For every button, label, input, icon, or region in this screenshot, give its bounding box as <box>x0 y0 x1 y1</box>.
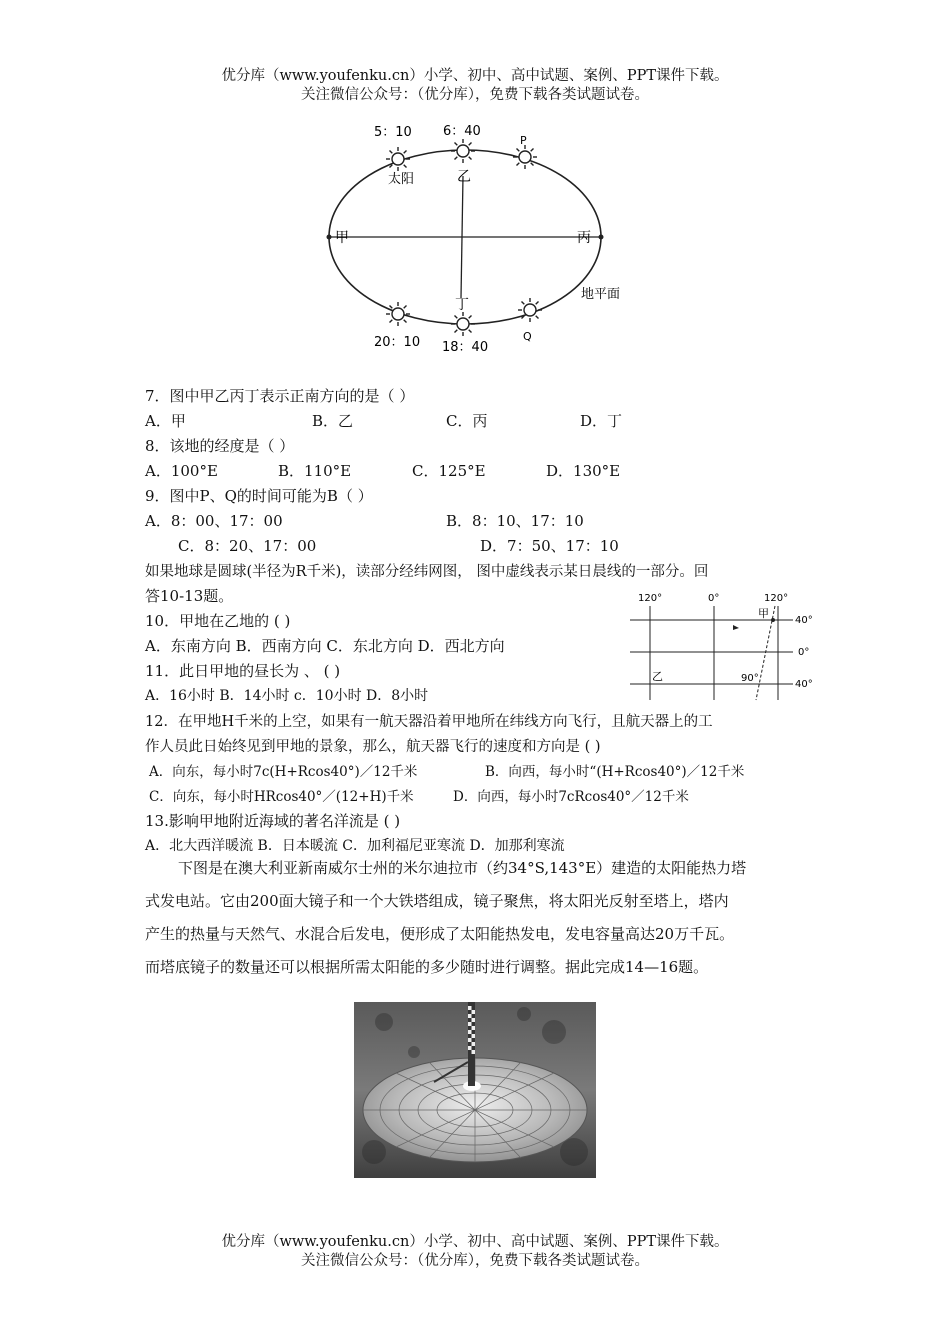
sun-icon-510 <box>386 147 410 171</box>
grid-lat-40s: 40° <box>795 679 813 690</box>
q7-option-d: D．丁 <box>580 412 623 430</box>
label-2010: 20：10 <box>374 335 421 350</box>
q8-option-b: B．110°E <box>278 462 352 480</box>
label-q: Q <box>523 330 532 343</box>
grid-lon-120e: 120° <box>764 593 789 604</box>
q12-line-2: 作人员此日始终见到甲地的景象，那么，航天器飞行的速度和方向是 ( ) <box>145 739 601 755</box>
grid-yi: 乙 <box>652 670 663 683</box>
q13-options: A．北大西洋暖流 B．日本暖流 C．加利福尼亚寒流 D．加那利寒流 <box>145 838 565 854</box>
point-jia <box>771 618 775 622</box>
grid-lat-0: 0° <box>798 647 810 658</box>
passage <box>145 852 810 984</box>
sun-icon-q <box>518 298 542 322</box>
passage-line-1: 下图是在澳大利亚新南威尔士州的米尔迪拉市（约34°S,143°E）建造的太阳能热力塔 <box>178 859 747 877</box>
label-640: 6：40 <box>443 124 481 139</box>
header-line-1: 优分库（www.youfenku.cn）小学、初中、高中试题、案例、PPT课件下载。 <box>221 68 729 84</box>
q12-option-a: A．向东，每小时7c(H+Rcos40°)／12千米 <box>149 764 418 780</box>
q8-option-a: A．100°E <box>145 462 218 480</box>
q9-option-d: D．7：50、17：10 <box>480 537 619 555</box>
q7-stem: 7．图中甲乙丙丁表示正南方向的是（ ） <box>145 387 415 405</box>
q8-option-c: C．125°E <box>412 462 486 480</box>
q9-option-a: A．8：00、17：00 <box>145 512 283 530</box>
solar-tower-photo <box>354 1002 596 1178</box>
passage-line-3: 产生的热量与天然气、水混合后发电，便形成了太阳能热发电，发电容量高达20万千瓦。 <box>145 925 735 943</box>
label-510: 5：10 <box>374 125 412 140</box>
label-bing: 丙 <box>577 230 591 246</box>
q12-option-d: D．向西，每小时7cRcos40°／12千米 <box>453 789 689 805</box>
label-ding: 丁 <box>455 297 469 313</box>
grid-jia: 甲 <box>758 607 769 620</box>
footer-line-2: 关注微信公众号：（优分库），免费下载各类试题试卷。 <box>301 1253 649 1269</box>
sun-path-diagram <box>315 118 635 358</box>
q10-options: A．东南方向 B．西南方向 C．东北方向 D．西北方向 <box>145 637 505 655</box>
label-yi: 乙 <box>457 169 471 185</box>
q13-stem: 13.影响甲地附近海域的著名洋流是 ( ) <box>145 812 401 830</box>
q12-line-1: 12．在甲地H千米的上空，如果有一航天器沿着甲地所在纬线方向飞行，且航天器上的工 <box>145 714 713 730</box>
q11-stem: 11．此日甲地的昼长为 、 ( ) <box>145 662 341 680</box>
label-1840: 18：40 <box>442 340 489 355</box>
q12-option-b: B．向西，每小时“(H+Rcos40°)／12千米 <box>485 764 745 780</box>
intro-10-line-2: 答10-13题。 <box>145 587 234 605</box>
q8-stem: 8．该地的经度是（ ） <box>145 437 295 455</box>
passage-line-2: 式发电站。它由200面大镜子和一个大铁塔组成，镜子聚焦，将太阳光反射至塔上，塔内 <box>145 892 729 910</box>
q9-option-b: B．8：10、17：10 <box>446 512 584 530</box>
label-p: P <box>520 134 527 147</box>
label-ground: 地平面 <box>581 287 621 302</box>
q12-option-c: C．向东，每小时HRcos40°／(12+H)千米 <box>149 789 414 805</box>
q7-option-b: B．乙 <box>312 412 354 430</box>
q9-stem: 9．图中P、Q的时间可能为B（ ） <box>145 487 373 505</box>
grid-lon-120w: 120° <box>638 593 663 604</box>
intro-10-line-1: 如果地球是圆球(半径为R千米)，读部分经纬网图， 图中虚线表示某日晨线的一部分。回 <box>145 564 709 580</box>
sun-icon-2010 <box>386 302 410 326</box>
sun-icon-p <box>513 145 537 169</box>
label-jia: 甲 <box>335 230 349 246</box>
sun-icon-1840 <box>451 312 475 336</box>
q9-option-c: C．8：20、17：00 <box>178 537 317 555</box>
grid-lat-40n: 40° <box>795 615 813 626</box>
q8-option-d: D．130°E <box>546 462 621 480</box>
q10-stem: 10．甲地在乙地的 ( ) <box>145 612 291 630</box>
q7-option-a: A．甲 <box>145 412 186 430</box>
passage-line-4: 而塔底镜子的数量还可以根据所需太阳能的多少随时进行调整。据此完成14—16题。 <box>145 958 709 976</box>
header-line-2: 关注微信公众号：（优分库），免费下载各类试题试卷。 <box>301 87 649 103</box>
lat-lon-grid-diagram <box>628 588 818 703</box>
grid-lon-0: 0° <box>708 593 720 604</box>
grid-90: 90° <box>741 673 759 684</box>
sun-icon-640 <box>451 139 475 163</box>
label-sun: 太阳 <box>388 172 415 187</box>
q7-option-c: C．丙 <box>446 412 488 430</box>
footer-line-1: 优分库（www.youfenku.cn）小学、初中、高中试题、案例、PPT课件下载。 <box>221 1234 729 1250</box>
q11-options: A．16小时 B．14小时 c．10小时 D．8小时 <box>145 688 429 704</box>
